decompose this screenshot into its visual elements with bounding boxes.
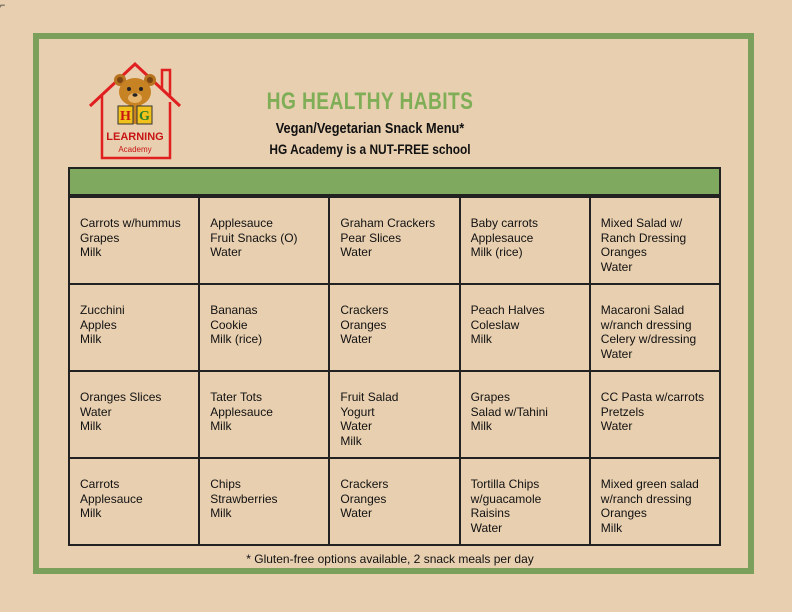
menu-item: Yogurt <box>340 404 375 419</box>
menu-item: CC Pasta w/carrots <box>600 390 705 404</box>
menu-item: Water <box>600 346 633 361</box>
menu-cell <box>591 285 719 370</box>
menu-item: Milk <box>470 419 492 433</box>
menu-cell <box>591 198 719 283</box>
menu-item: Cookie <box>210 317 248 332</box>
menu-item: Water <box>340 506 372 520</box>
menu-item: Zucchini <box>80 303 125 317</box>
menu-cell <box>461 372 589 457</box>
menu-cell <box>591 372 719 457</box>
menu-item: Crackers <box>340 477 389 491</box>
menu-item: Salad w/Tahini <box>470 404 548 419</box>
menu-item: Milk <box>80 506 102 520</box>
menu-item: Milk (rice) <box>470 245 523 259</box>
menu-item: Pretzels <box>600 404 645 419</box>
menu-subtitle: Vegan/Vegetarian Snack Menu* <box>275 120 465 137</box>
menu-item: Carrots <box>80 477 120 491</box>
menu-item: Water <box>340 419 372 433</box>
menu-item: Macaroni Salad <box>600 303 685 317</box>
menu-item: Coleslaw <box>470 317 520 332</box>
menu-item: Fruit Snacks (O) <box>210 230 298 245</box>
menu-cell <box>461 285 589 370</box>
menu-item: Tater Tots <box>210 390 262 404</box>
menu-item: Applesauce <box>80 491 143 506</box>
menu-item: Raisins <box>470 506 510 520</box>
nut-free-note: HG Academy is a NUT-FREE school <box>269 141 471 157</box>
logo-letter-h: H <box>120 109 131 124</box>
menu-item: w/ranch dressing <box>600 491 692 506</box>
menu-item: Milk <box>80 245 102 259</box>
logo-word2: Academy <box>118 145 152 154</box>
menu-item: Water <box>470 520 503 535</box>
menu-cell <box>330 372 458 457</box>
logo-letter-g: G <box>139 109 150 124</box>
menu-cell <box>70 459 198 544</box>
menu-item: Water <box>600 259 633 274</box>
header-bar <box>68 167 721 196</box>
menu-item: Milk (rice) <box>210 332 263 346</box>
page-title: HG HEALTHY HABITS <box>266 88 474 115</box>
menu-item: Milk <box>340 433 362 448</box>
menu-item: Oranges <box>600 245 647 259</box>
menu-cell <box>200 372 328 457</box>
menu-cell <box>330 198 458 283</box>
menu-item: Milk <box>470 332 492 346</box>
menu-item: Oranges <box>340 317 387 332</box>
menu-item: Graham Crackers <box>340 216 436 230</box>
menu-item: Grapes <box>470 390 510 404</box>
menu-cell <box>70 198 198 283</box>
menu-cell <box>200 198 328 283</box>
footnote: * Gluten-free options available, 2 snack meals per day <box>246 552 534 566</box>
menu-item: Oranges Slices <box>80 390 162 404</box>
menu-item: Pear Slices <box>340 230 402 245</box>
menu-cell <box>200 459 328 544</box>
menu-cell <box>461 198 589 283</box>
menu-item: Milk <box>210 419 232 433</box>
menu-item: Baby carrots <box>470 216 538 230</box>
menu-cell <box>70 285 198 370</box>
menu-item: Applesauce <box>470 230 534 245</box>
menu-item: Carrots w/hummus <box>80 216 181 230</box>
menu-item: Fruit Salad <box>340 390 399 404</box>
logo-word: LEARNING <box>106 131 164 143</box>
menu-item: Crackers <box>340 303 389 317</box>
menu-item: Oranges <box>600 506 647 520</box>
menu-cell <box>200 285 328 370</box>
menu-item: Bananas <box>210 303 258 317</box>
menu-item: Peach Halves <box>470 303 545 317</box>
menu-item: Applesauce <box>210 404 273 419</box>
snack-menu-table <box>68 196 721 546</box>
menu-item: Celery w/dressing <box>600 332 697 346</box>
menu-item: Grapes <box>80 230 120 245</box>
menu-item: Apples <box>80 317 117 332</box>
menu-item: Strawberries <box>210 491 278 506</box>
menu-item: Water <box>340 245 372 259</box>
menu-cell <box>591 459 719 544</box>
menu-item: Chips <box>210 477 241 491</box>
menu-item: Water <box>80 404 112 419</box>
menu-cell <box>330 285 458 370</box>
menu-item: Water <box>340 332 372 346</box>
menu-item: Milk <box>80 419 102 433</box>
menu-item: Ranch Dressing <box>600 230 687 245</box>
hg-learning-logo <box>84 58 186 162</box>
menu-item: Water <box>600 419 633 433</box>
menu-item: w/guacamole <box>470 491 542 506</box>
menu-item: Applesauce <box>210 216 273 230</box>
corner-mark: ⌐ <box>0 0 6 10</box>
menu-item: Mixed Salad w/ <box>600 216 683 230</box>
menu-item: Water <box>210 245 242 259</box>
menu-cell <box>461 459 589 544</box>
menu-item: Milk <box>600 520 623 535</box>
menu-item: Tortilla Chips <box>470 477 540 491</box>
menu-item: Milk <box>80 332 102 346</box>
menu-item: Mixed green salad <box>600 477 699 491</box>
menu-cell <box>330 459 458 544</box>
menu-item: Milk <box>210 506 232 520</box>
menu-item: w/ranch dressing <box>600 317 692 332</box>
menu-cell <box>70 372 198 457</box>
menu-item: Oranges <box>340 491 387 506</box>
